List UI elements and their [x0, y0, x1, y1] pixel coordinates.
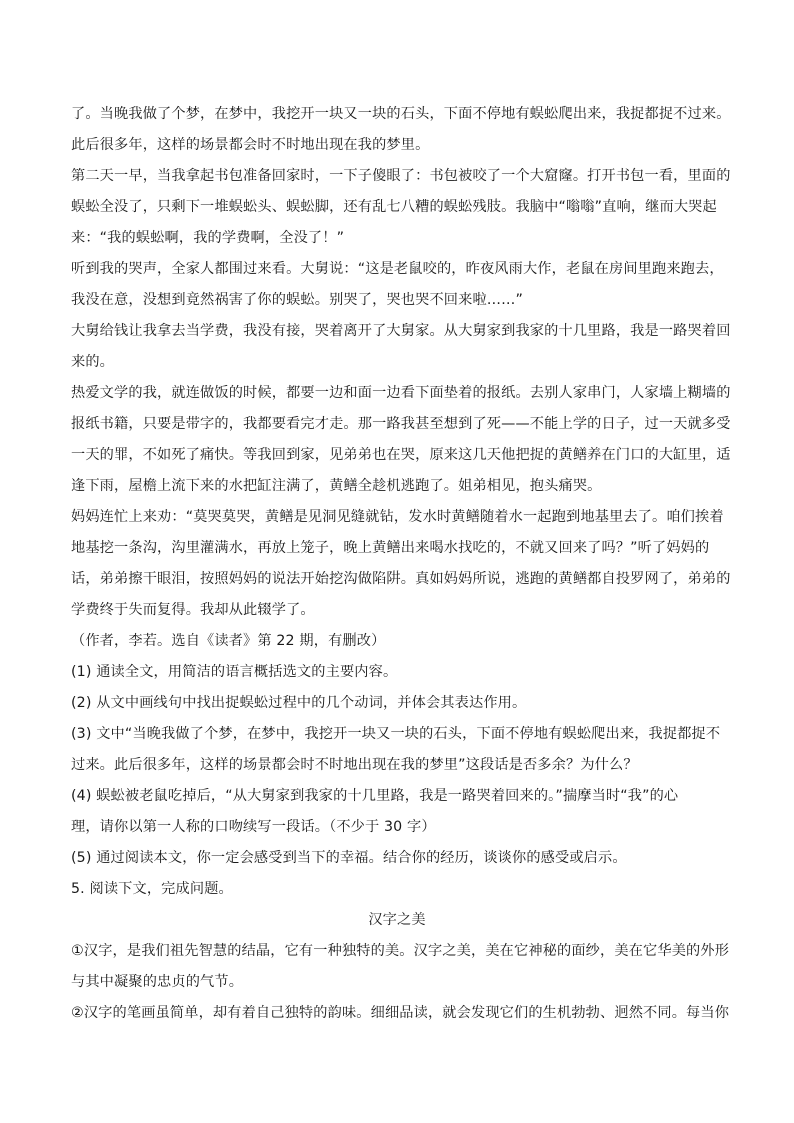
question-3: (3) 文中“当晚我做了个梦，在梦中，我挖开一块又一块的石头，下面不停地有蜈蚣爬出来，我捉都捉不 [71, 726, 721, 742]
paragraph-line: ②汉字的笔画虽简单，却有着自己独特的韵味。细细品读，就会发现它们的生机勃勃、迥然不同。每当你 [71, 1005, 730, 1021]
paragraph-line: 我没在意，没想到竟然祸害了你的蜈蚣。别哭了，哭也哭不回来啦……” [71, 292, 523, 308]
paragraph-line: 来：“我的蜈蚣啊，我的学费啊，全没了！” [71, 230, 345, 246]
article-title: 汉字之美 [368, 912, 426, 928]
paragraph-line: 逢下雨，屋檐上流下来的水把缸注满了，黄鳝全趁机逃跑了。姐弟相见，抱头痛哭。 [71, 478, 602, 494]
paragraph-line: 话，弟弟擦干眼泪，按照妈妈的说法开始挖沟做陷阱。真如妈妈所说，逃跑的黄鳝都自投罗网了，弟弟的 [71, 571, 731, 587]
question-5: (5) 通过阅读本文，你一定会感受到当下的幸福。结合你的经历，谈谈你的感受或启示。 [71, 850, 627, 866]
paragraph-line: 了。当晚我做了个梦，在梦中，我挖开一块又一块的石头，下面不停地有蜈蚣爬出来，我捉都捉不过来。 [71, 106, 731, 122]
paragraph-line: 报纸书籍，只要是带字的，我都要看完才走。那一路我甚至想到了死——不能上学的日子，过一天就多受 [71, 416, 731, 432]
question-4: (4) 蜈蚣被老鼠吃掉后，“从大舅家到我家的十几里路，我是一路哭着回来的。”揣摩当时“我”的心 [71, 788, 679, 804]
paragraph-line: 来的。 [71, 354, 115, 370]
paragraph-line: ①汉字，是我们祖先智慧的结晶，它有一种独特的美。汉字之美，美在它神秘的面纱，美在它华美的外形 [71, 943, 730, 959]
paragraph-line: 此后很多年，这样的场景都会时不时地出现在我的梦里。 [71, 137, 430, 153]
paragraph-line: 地基挖一条沟，沟里灌满水，再放上笼子，晚上黄鳝出来喝水找吃的，不就又回来了吗？”听了妈妈的 [71, 540, 710, 556]
paragraph-line: 蜈蚣全没了，只剩下一堆蜈蚣头、蜈蚣脚，还有乱七八糟的蜈蚣残肢。我脑中“嗡嗡”直响，继而大哭起 [71, 199, 717, 215]
question-2: (2) 从文中画线句中找出捉蜈蚣过程中的几个动词，并体会其表达作用。 [71, 695, 527, 711]
question-3-continued: 过来。此后很多年，这样的场景都会时不时地出现在我的梦里”这段话是否多余？为什么？ [71, 757, 638, 773]
paragraph-line: 热爱文学的我，就连做饭的时候，都要一边和面一边看下面垫着的报纸。去别人家串门，人家墙上糊墙的 [71, 385, 731, 401]
paragraph-line: 大舅给钱让我拿去当学费，我没有接，哭着离开了大舅家。从大舅家到我家的十几里路，我是一路哭着回 [71, 323, 731, 339]
question-1: (1) 通读全文，用简洁的语言概括选文的主要内容。 [71, 664, 398, 680]
source-citation: （作者，李若。选自《读者》第 22 期，有删改） [71, 633, 386, 649]
section-5-heading: 5. 阅读下文，完成问题。 [71, 881, 233, 897]
paragraph-line: 听到我的哭声，全家人都围过来看。大舅说：“这是老鼠咬的，昨夜风雨大作，老鼠在房间里跑来跑去， [71, 261, 724, 277]
paragraph-line: 一天的罪，不如死了痛快。等我回到家，见弟弟也在哭，原来这几天他把捉的黄鳝养在门口的大缸里，适 [71, 447, 731, 463]
paragraph-line: 第二天一早，当我拿起书包准备回家时，一下子傻眼了：书包被咬了一个大窟窿。打开书包一看，里面的 [71, 168, 731, 184]
question-4-continued: 理，请你以第一人称的口吻续写一段话。（不少于 30 字） [71, 819, 436, 835]
paragraph-line: 学费终于失而复得。我却从此辍学了。 [71, 602, 315, 618]
paragraph-line: 妈妈连忙上来劝：“莫哭莫哭，黄鳝是见洞见缝就钻，发水时黄鳝随着水一起跑到地基里去了。咱们挨着 [71, 509, 724, 525]
paragraph-line: 与其中凝聚的忠贞的气节。 [71, 974, 244, 990]
